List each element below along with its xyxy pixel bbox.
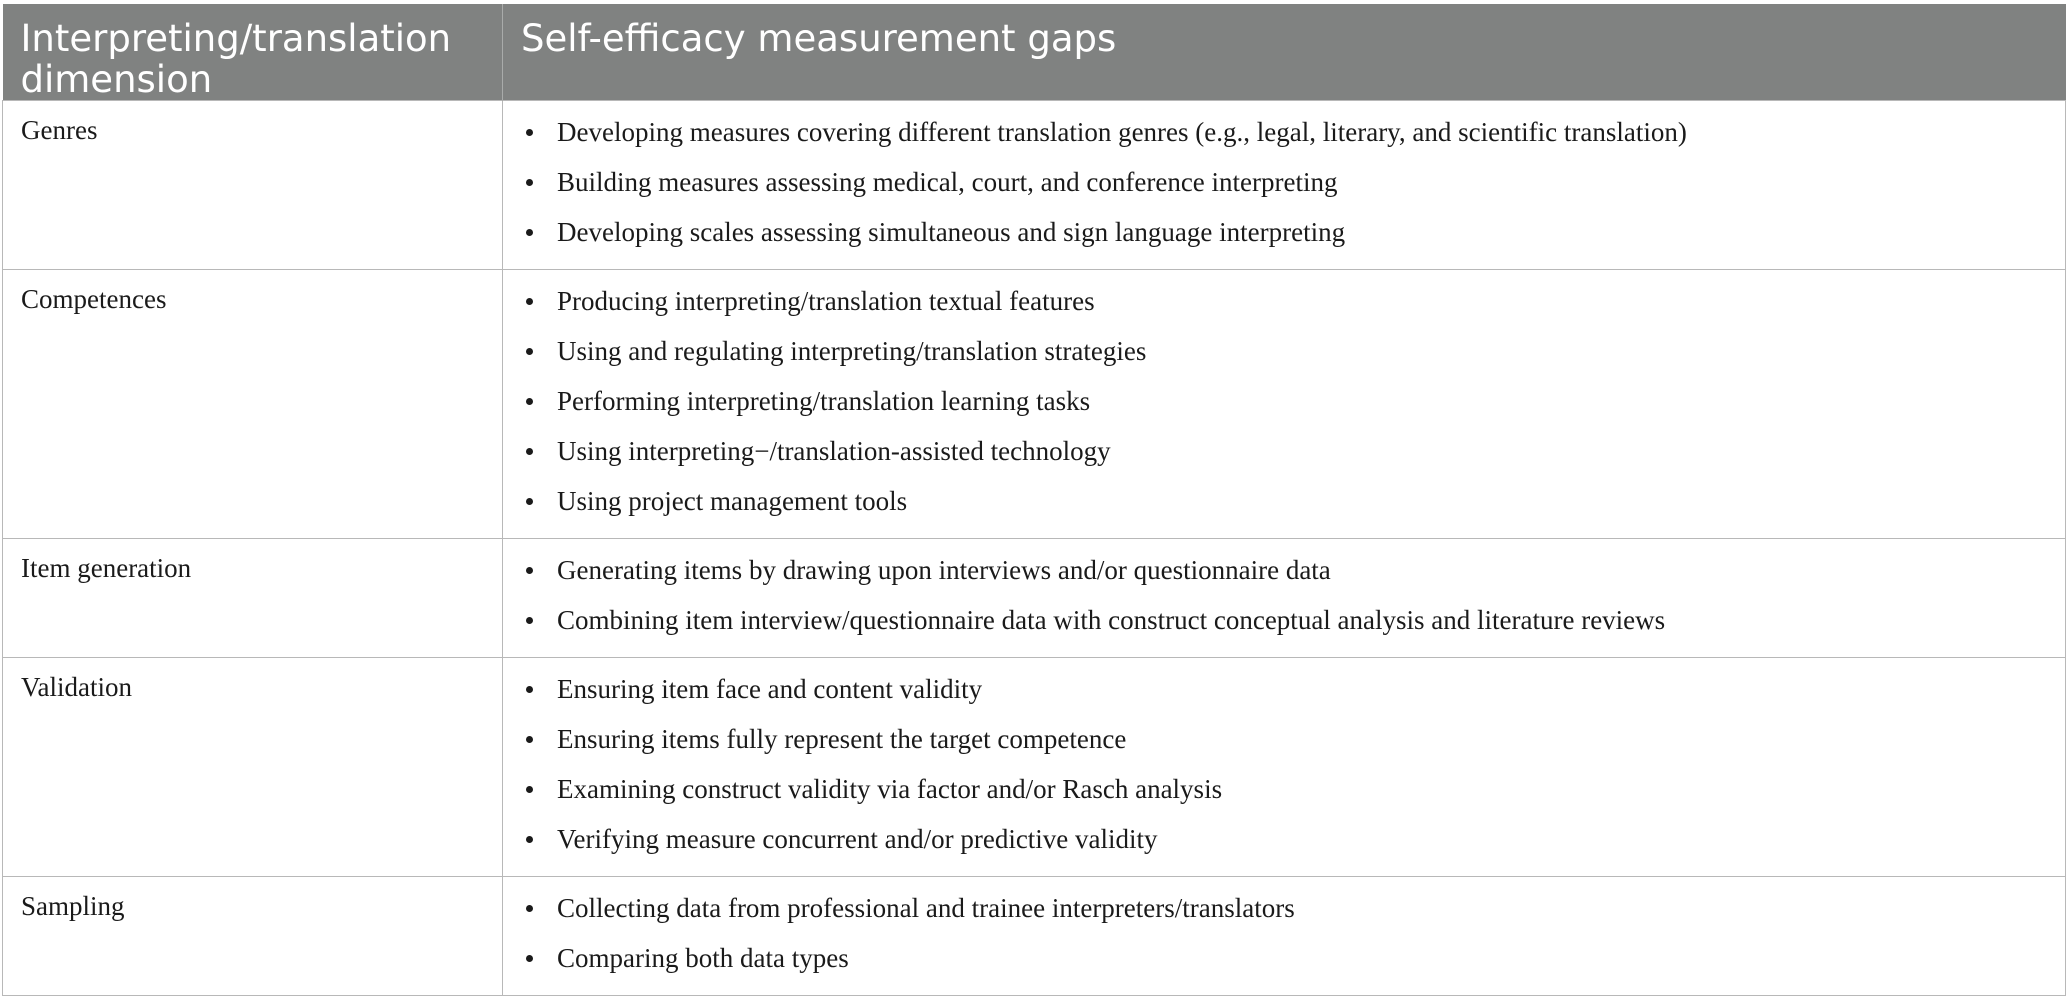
gaps-cell <box>503 270 2066 539</box>
gaps-cell <box>503 539 2066 658</box>
dimension-cell: Sampling <box>3 877 503 996</box>
dimension-cell: Validation <box>3 658 503 877</box>
header-dimension: Interpreting/translation dimension <box>3 4 503 101</box>
gaps-list <box>521 670 2047 870</box>
list-item: Using project management tools <box>521 482 2047 532</box>
table-row <box>3 658 2066 877</box>
list-item: Performing interpreting/translation learning tasks <box>521 382 2047 432</box>
list-item: Combining item interview/questionnaire data with construct conceptual analysis and literature reviews <box>521 601 2047 651</box>
gaps-cell <box>503 877 2066 996</box>
list-item: Verifying measure concurrent and/or predictive validity <box>521 820 2047 870</box>
header-gaps: Self-efficacy measurement gaps <box>503 4 2066 101</box>
measurement-gaps-table <box>2 4 2066 996</box>
measurement-gaps-table-container <box>2 4 2065 996</box>
list-item: Examining construct validity via factor and/or Rasch analysis <box>521 770 2047 820</box>
table-row <box>3 270 2066 539</box>
gaps-list <box>521 551 2047 651</box>
table-row <box>3 877 2066 996</box>
dimension-cell: Item generation <box>3 539 503 658</box>
dimension-cell: Genres <box>3 101 503 270</box>
table-header-row <box>3 4 2066 101</box>
list-item: Generating items by drawing upon interviews and/or questionnaire data <box>521 551 2047 601</box>
list-item: Using and regulating interpreting/translation strategies <box>521 332 2047 382</box>
table-row <box>3 539 2066 658</box>
list-item: Building measures assessing medical, court, and conference interpreting <box>521 163 2047 213</box>
list-item: Producing interpreting/translation textual features <box>521 282 2047 332</box>
dimension-cell: Competences <box>3 270 503 539</box>
gaps-list <box>521 113 2047 263</box>
table-row <box>3 101 2066 270</box>
list-item: Developing measures covering different translation genres (e.g., legal, literary, and scientific translation) <box>521 113 2047 163</box>
list-item: Comparing both data types <box>521 939 2047 989</box>
gaps-list <box>521 889 2047 989</box>
list-item: Ensuring items fully represent the target competence <box>521 720 2047 770</box>
gaps-cell <box>503 101 2066 270</box>
gaps-list <box>521 282 2047 532</box>
list-item: Using interpreting−/translation-assisted technology <box>521 432 2047 482</box>
list-item: Ensuring item face and content validity <box>521 670 2047 720</box>
list-item: Collecting data from professional and trainee interpreters/translators <box>521 889 2047 939</box>
list-item: Developing scales assessing simultaneous and sign language interpreting <box>521 213 2047 263</box>
gaps-cell <box>503 658 2066 877</box>
